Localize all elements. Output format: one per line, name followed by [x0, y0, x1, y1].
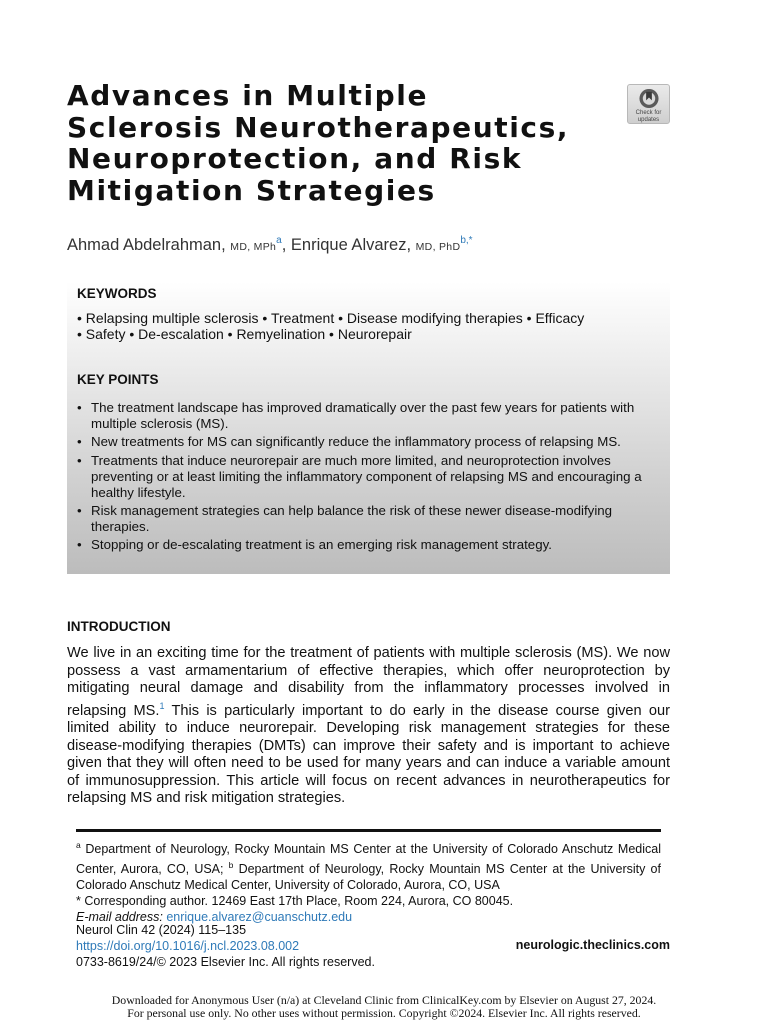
affiliations: [76, 837, 661, 893]
author-name: Enrique Alvarez,: [290, 236, 412, 254]
affiliation-text: Department of Neurology, Rocky Mountain MS Center at the University of Colorado Anschutz Medical Center, Aurora, CO, USA;: [76, 842, 661, 876]
email-link[interactable]: enrique.alvarez@cuanschutz.edu: [166, 910, 353, 924]
corresponding-author: * Corresponding author. 12469 East 17th Place, Room 224, Aurora, CO 80045.: [76, 894, 514, 908]
title-line: Advances in Multiple: [67, 79, 429, 112]
article-title: [67, 80, 607, 206]
introduction-heading: INTRODUCTION: [67, 619, 171, 634]
copyright: 0733-8619/24/© 2023 Elsevier Inc. All rights reserved.: [76, 955, 375, 969]
key-point-item: [77, 453, 662, 501]
introduction-paragraph: [67, 645, 670, 808]
key-point-item: [77, 503, 662, 535]
author-degrees: MD, PhD: [415, 241, 461, 253]
bullet: •: [77, 452, 82, 468]
key-points-heading: KEY POINTS: [77, 372, 159, 387]
introduction-text: This is particularly important to do early in the disease course given our limited ability to induce neurorepair. Developing risk management strategies for these disease-modifying therapies (DMTs) can improve their safety and is important to achieve given that they will often need to be used for many years and can induce a variable amount of immunosuppression. This article will focus on recent advances in neurotherapeutics for relapsing MS and risk mitigation strategies.: [67, 702, 670, 806]
download-notice: [0, 994, 768, 1019]
author-line: [67, 235, 473, 255]
key-point-item: [77, 434, 662, 450]
title-line: Neuroprotection, and Risk: [67, 142, 523, 175]
key-point-text: Risk management strategies can help balance the risk of these newer disease-modifying therapies.: [91, 502, 613, 534]
key-points-list: [77, 400, 662, 555]
download-notice-line: Downloaded for Anonymous User (n/a) at Cleveland Clinic from ClinicalKey.com by Elsevier on August 27, 2024.: [111, 993, 657, 1007]
key-point-text: New treatments for MS can significantly reduce the inflammatory process of relapsing MS.: [91, 434, 621, 450]
key-point-text: Stopping or de-escalating treatment is an emerging risk management strategy.: [91, 537, 552, 553]
footnotes: [76, 837, 661, 925]
title-line: Sclerosis Neurotherapeutics,: [67, 110, 570, 144]
citation: Neurol Clin 42 (2024) 115–135: [76, 923, 247, 937]
summary-box: [67, 282, 670, 574]
doi-link[interactable]: https://doi.org/10.1016/j.ncl.2023.08.002: [76, 939, 300, 953]
affiliation-mark: a: [76, 840, 81, 850]
affiliation-mark: b: [228, 860, 234, 870]
author-separator: ,: [281, 236, 287, 254]
check-for-updates-button[interactable]: [627, 84, 670, 124]
title-line: Mitigation Strategies: [67, 173, 436, 207]
crossmark-icon: [637, 88, 661, 109]
key-point-item: [77, 537, 662, 553]
check-for-updates-label: Check for updates: [635, 110, 662, 123]
bullet: •: [77, 537, 82, 553]
introduction-text: We live in an exciting time for the treatment of patients with multiple sclerosis (MS). We now possess a vast armamentarium of effective therapies, which offer neuroprotection by mitigating neural damage and disability from the inflammatory processes involved in relapsing MS.: [67, 645, 670, 719]
author-name: Ahmad Abdelrahman,: [67, 236, 226, 254]
bullet: •: [77, 434, 82, 450]
keywords-line: • Safety • De-escalation • Remyelination • Neurorepair: [77, 326, 412, 342]
journal-website: neurologic.theclinics.com: [515, 938, 670, 952]
email-label: E-mail address:: [76, 910, 163, 924]
bullet: •: [77, 400, 82, 415]
affiliation-link[interactable]: b,*: [460, 235, 473, 246]
affiliation-link[interactable]: a: [276, 235, 282, 246]
keywords-heading: KEYWORDS: [77, 286, 157, 301]
author-degrees: MD, MPh: [230, 241, 277, 253]
bullet: •: [77, 502, 82, 518]
keywords-line: • Relapsing multiple sclerosis • Treatment • Disease modifying therapies • Efficacy: [77, 310, 585, 326]
key-point-text: The treatment landscape has improved dramatically over the past few years for patients with multiple sclerosis (MS).: [91, 400, 635, 431]
footnote-divider: [76, 829, 661, 832]
reference-link[interactable]: 1: [159, 700, 165, 711]
download-notice-line: For personal use only. No other uses without permission. Copyright ©2024. Elsevier Inc. All rights reserved.: [127, 1005, 641, 1020]
key-point-text: Treatments that induce neurorepair are much more limited, and neuroprotection involves preventing or at least limiting the inflammatory component of relapsing MS and encouraging a healthy lifestyle.: [91, 452, 642, 500]
affiliation-text: Department of Neurology, Rocky Mountain MS Center at the University of Colorado Anschutz Medical Center, University of Colorado, Aurora, CO, USA: [76, 862, 661, 892]
key-point-item: [77, 400, 662, 432]
